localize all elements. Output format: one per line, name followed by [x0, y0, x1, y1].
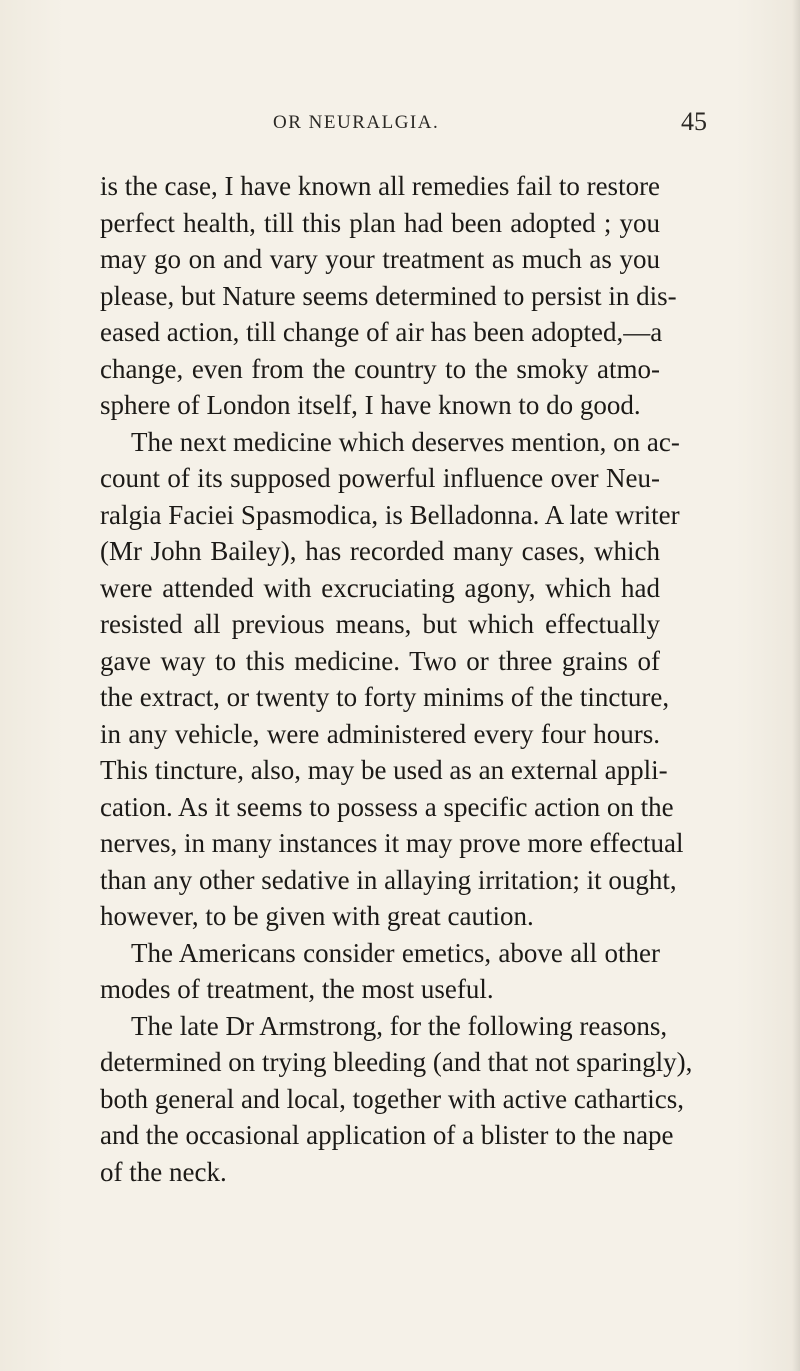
text-line: ralgia Faciei Spasmodica, is Belladonna. A late writer — [100, 499, 680, 530]
text-line: The next medicine which deserves mention, on ac- — [131, 426, 680, 457]
text-line: is the case, I have known all remedies fail to restore — [100, 171, 661, 201]
text-line: sphere of London itself, I have known to do good. — [100, 390, 641, 420]
text-line: modes of treatment, the most useful. — [100, 974, 494, 1004]
text-line: please, but Nature seems determined to persist in dis- — [100, 280, 677, 311]
text-line: were attended with excruciating agony, which had — [100, 572, 660, 603]
page-edge-shadow — [792, 0, 800, 1371]
text-line: change, even from the country to the smoky atmo- — [100, 353, 660, 384]
text-line: count of its supposed powerful influence over Neu- — [100, 463, 660, 493]
text-line: resisted all previous means, but which effectually — [100, 609, 660, 639]
text-line: perfect health, till this plan had been adopted ; you — [100, 207, 660, 238]
text-line: and the occasional application of a blister to the nape — [100, 1120, 674, 1150]
text-line: eased action, till change of air has been adopted,—a — [100, 317, 663, 347]
text-line: may go on and vary your treatment as much as you — [100, 244, 660, 274]
running-head: OR NEURALGIA. — [273, 112, 440, 133]
text-line: the extract, or twenty to forty minims of the tincture, — [100, 682, 670, 712]
text-line: The late Dr Armstrong, for the following reasons, — [131, 1010, 668, 1041]
text-line: The Americans consider emetics, above all other — [131, 937, 660, 968]
text-line: gave way to this medicine. Two or three grains of — [100, 645, 660, 676]
text-line: This tincture, also, may be used as an external appli- — [100, 755, 668, 785]
text-line: both general and local, together with active cathartics, — [100, 1083, 685, 1114]
text-line: cation. As it seems to possess a specific action on the — [100, 791, 674, 822]
text-line: nerves, in many instances it may prove more effectual — [100, 828, 684, 858]
text-line: in any vehicle, were administered every four hours. — [100, 718, 660, 749]
text-line: determined on trying bleeding (and that not sparingly), — [100, 1047, 693, 1077]
text-line: of the neck. — [100, 1156, 227, 1187]
body-text — [100, 168, 693, 1190]
page-number: 45 — [681, 107, 707, 136]
text-line: than any other sedative in allaying irritation; it ought, — [100, 864, 677, 895]
text-line: however, to be given with great caution. — [100, 901, 534, 931]
page-header — [0, 107, 800, 137]
text-line: (Mr John Bailey), has recorded many cases, which — [100, 536, 660, 566]
